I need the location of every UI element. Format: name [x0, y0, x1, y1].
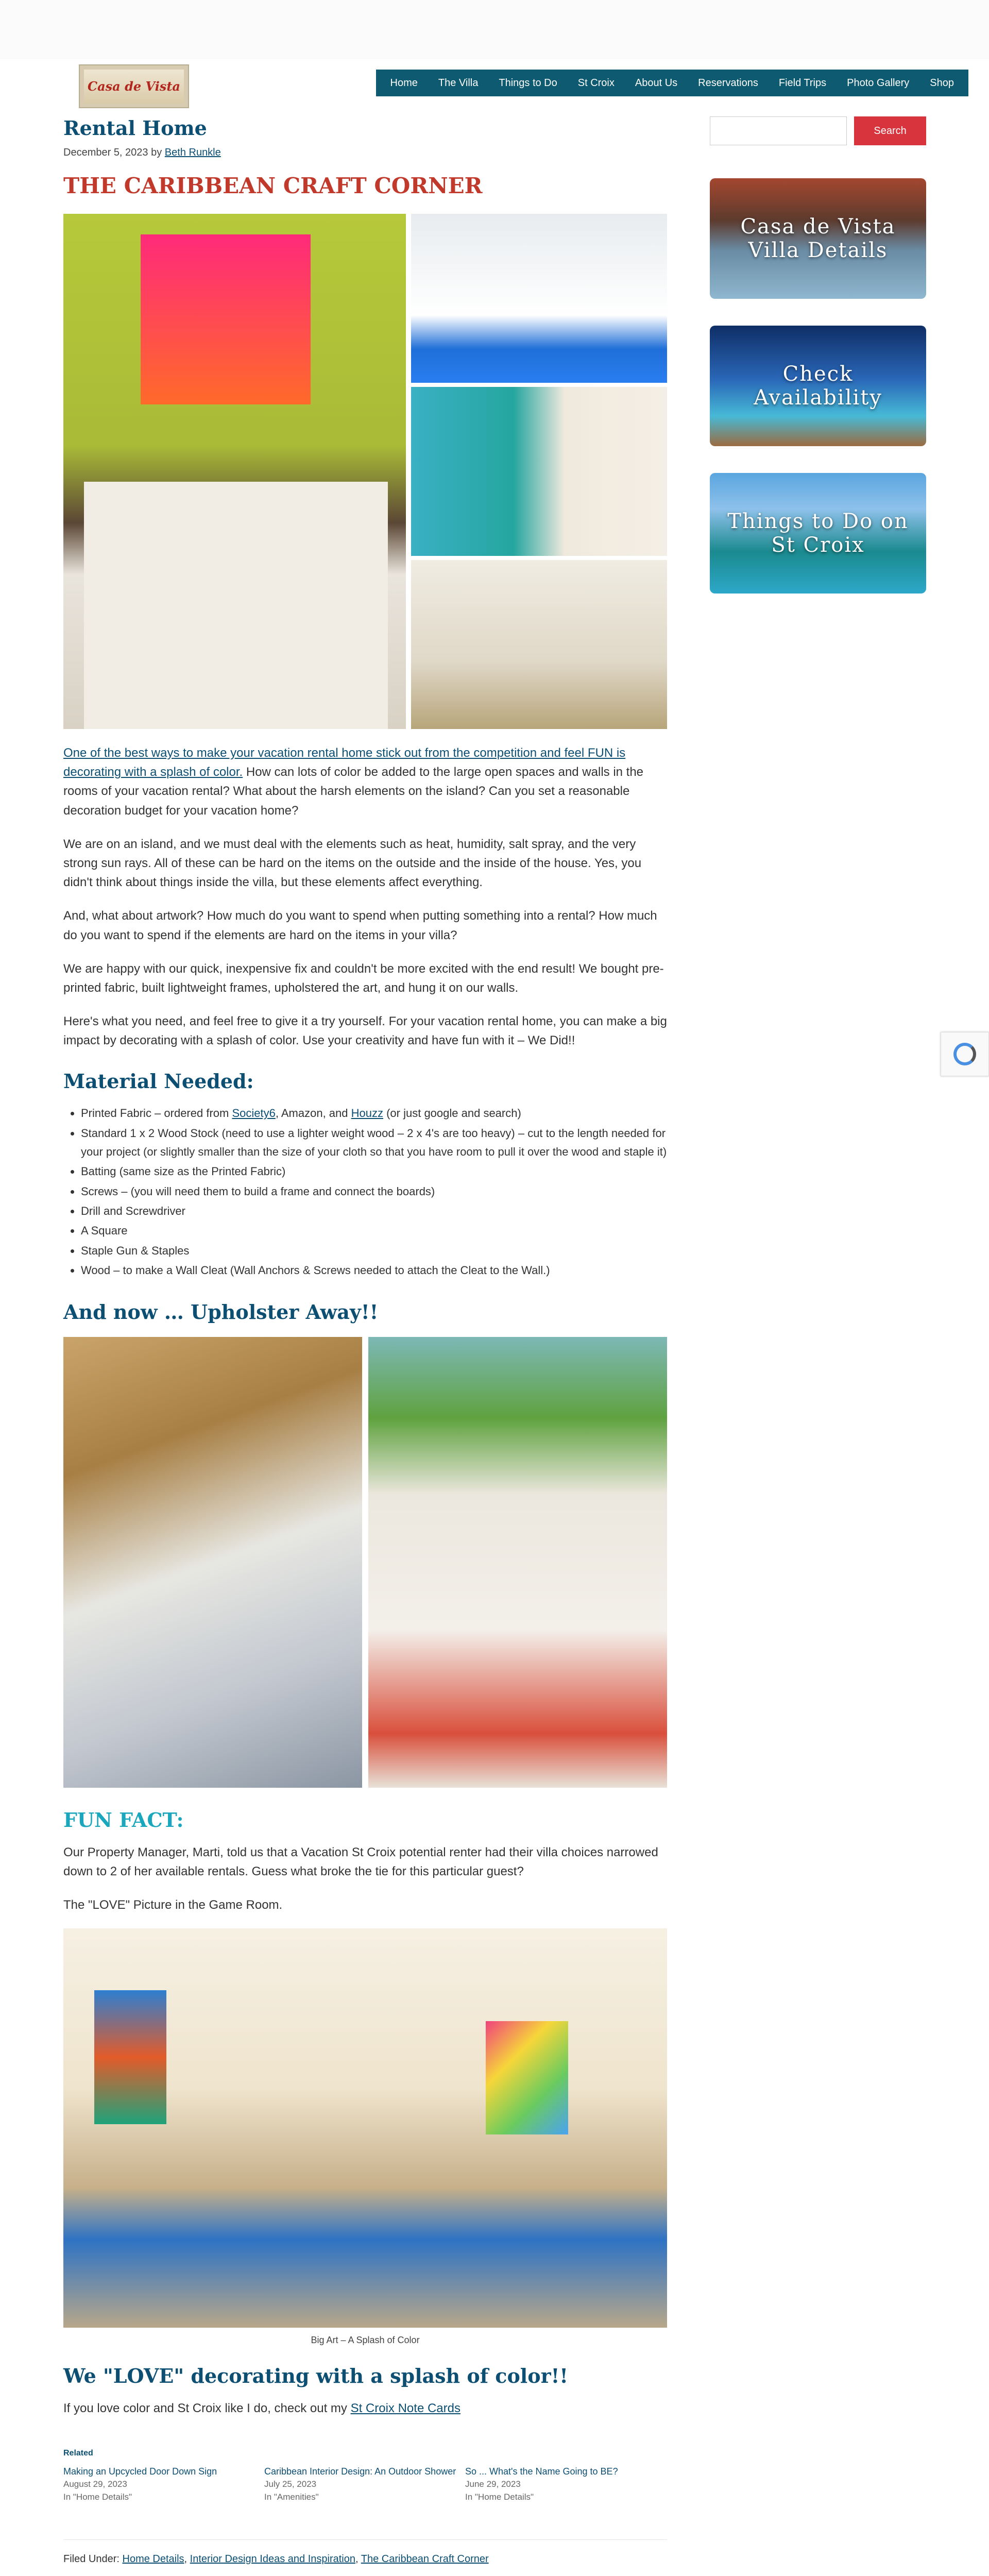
related-date: August 29, 2023 — [63, 2479, 127, 2489]
houzz-link[interactable]: Houzz — [351, 1107, 383, 1120]
recaptcha-icon — [953, 1043, 976, 1065]
nav-st-croix[interactable]: St Croix — [577, 77, 615, 89]
top-spacer — [0, 0, 989, 59]
list-item: • Wood – to make a Wall Cleat (Wall Anchors & Screws needed to attach the Cleat to the Wall.) — [81, 1261, 667, 1280]
nav-photo-gallery[interactable]: Photo Gallery — [847, 77, 910, 89]
game-room-photo[interactable] — [411, 214, 667, 383]
card-title: Casa de Vista Villa Details — [740, 215, 896, 262]
post-meta — [63, 147, 667, 159]
palm-mural-photo[interactable] — [411, 560, 667, 729]
m1-post: (or just google and search) — [383, 1107, 521, 1120]
m1-mid: , Amazon, and — [275, 1107, 351, 1120]
list-item: • Drill and Screwdriver — [81, 1202, 667, 1221]
nav-things-to-do[interactable]: Things to Do — [499, 77, 557, 89]
related-link[interactable]: Caribbean Interior Design: An Outdoor Shower — [264, 2466, 456, 2477]
post-date: December 5, 2023 — [63, 147, 148, 158]
intro-link[interactable]: One of the best ways to make your vacation rental home stick out from the competition and feel FUN is decorating with a splash of color. — [63, 746, 626, 779]
bedroom-photo[interactable] — [63, 214, 406, 729]
paragraph-fix: We are happy with our quick, inexpensive fix and couldn't be more excited with the end result! We bought pre-printed fabric, built lightweight frames, upholstered the art, and hung it on our walls. — [63, 961, 664, 995]
related-category: In "Amenities" — [264, 2492, 319, 2502]
related-row — [63, 2465, 667, 2503]
site-header — [0, 59, 989, 113]
upholster-heading: And now … Upholster Away!! — [63, 1300, 379, 1324]
nav-shop[interactable]: Shop — [930, 77, 954, 89]
search-input[interactable] — [710, 116, 847, 145]
related-category: In "Home Details" — [465, 2492, 534, 2502]
closing-heading: We "LOVE" decorating with a splash of color!! — [63, 2364, 568, 2387]
m1-pre: Printed Fabric – ordered from — [81, 1107, 232, 1120]
fabric-frame-photo[interactable] — [368, 1337, 667, 1788]
things-to-do-card[interactable] — [710, 473, 926, 594]
love-art — [486, 2021, 568, 2134]
funfact-heading: FUN FACT: — [63, 1808, 184, 1832]
photo-gallery — [63, 214, 667, 729]
canvas-art — [141, 234, 311, 404]
filed-link-interior-design[interactable]: Interior Design Ideas and Inspiration — [190, 2553, 355, 2565]
list-item: • A Square — [81, 1222, 667, 1240]
search-button[interactable]: Search — [854, 116, 926, 145]
related-item — [264, 2465, 465, 2503]
filed-under: Filed Under: Home Details, Interior Design Ideas and Inspiration, The Caribbean Craft Corner — [63, 2539, 667, 2565]
post-content — [63, 116, 667, 2565]
related-category: In "Home Details" — [63, 2492, 132, 2502]
logo-text: Casa de Vista — [88, 79, 180, 94]
filed-label: Filed Under: — [63, 2553, 123, 2565]
bed — [84, 482, 388, 729]
post-author-link[interactable]: Beth Runkle — [164, 147, 221, 158]
villa-details-card[interactable] — [710, 178, 926, 299]
recaptcha-badge[interactable] — [941, 1032, 989, 1076]
society6-link[interactable]: Society6 — [232, 1107, 276, 1120]
check-availability-card[interactable] — [710, 326, 926, 446]
nav-home[interactable]: Home — [390, 77, 418, 89]
related-item — [63, 2465, 264, 2503]
search-form — [710, 116, 926, 145]
funfact-paragraph: Our Property Manager, Marti, told us that a Vacation St Croix potential renter had their villa choices narrowed down to 2 of her available rentals. Guess what broke the tie for this particular guest? — [63, 1845, 658, 1879]
upholster-photos — [63, 1337, 667, 1788]
site-logo[interactable] — [79, 64, 189, 108]
related-date: June 29, 2023 — [465, 2479, 521, 2489]
related-item — [465, 2465, 666, 2503]
materials-heading: Material Needed: — [63, 1070, 254, 1093]
sidebar — [710, 116, 926, 594]
list-item: • Screws – (you will need them to build a frame and connect the boards) — [81, 1182, 667, 1201]
paragraph-artwork: And, what about artwork? How much do you want to spend when putting something into a rental? How much do you want to spend if the elements are hard on the items in your villa? — [63, 909, 657, 942]
closing-pre: If you love color and St Croix like I do, check out my — [63, 2401, 351, 2415]
post-title: Rental Home — [63, 116, 207, 140]
list-item: • Batting (same size as the Printed Fabric) — [81, 1162, 667, 1181]
note-cards-link[interactable]: St Croix Note Cards — [350, 2401, 461, 2415]
photo-caption: Big Art – A Splash of Color — [311, 2334, 420, 2345]
related-date: July 25, 2023 — [264, 2479, 317, 2489]
nav-reservations[interactable]: Reservations — [698, 77, 758, 89]
related-posts — [63, 2449, 667, 2503]
game-room-big-photo[interactable] — [63, 1928, 667, 2328]
intro-paragraph — [63, 743, 667, 820]
card-title: Things to Do on St Croix — [727, 510, 909, 557]
paragraph-elements: We are on an island, and we must deal with the elements such as heat, humidity, salt spray, and the very strong sun rays. All of these can be hard on the items on the outside and the inside of the house. Yes, you didn't think about things inside the villa, but these elements affect everything. — [63, 837, 642, 890]
drill-frame-photo[interactable] — [63, 1337, 362, 1788]
turtle-art — [94, 1990, 166, 2124]
related-link[interactable]: So ... What's the Name Going to BE? — [465, 2466, 618, 2477]
nav-field-trips[interactable]: Field Trips — [778, 77, 827, 89]
list-item: • Staple Gun & Staples — [81, 1242, 667, 1260]
related-title: Related — [63, 2448, 93, 2458]
filed-link-craft-corner[interactable]: The Caribbean Craft Corner — [361, 2553, 489, 2565]
filed-link-home-details[interactable]: Home Details — [122, 2553, 184, 2565]
love-paragraph: The "LOVE" Picture in the Game Room. — [63, 1898, 283, 1912]
logo-plate — [84, 70, 184, 104]
card-title: Check Availability — [754, 362, 882, 410]
paragraph-need: Here's what you need, and feel free to give it a try yourself. For your vacation rental home, you can make a big impact by decorating with a splash of color. Use your creativity and have fun with it – We Did!! — [63, 1014, 667, 1048]
list-item: • Standard 1 x 2 Wood Stock (need to use a lighter weight wood – 2 x 4's are too heavy) – cut to the length needed for your project (or slightly smaller than the size of your cloth so that you have room to pull it over the wood and staple it) — [81, 1124, 667, 1162]
nav-the-villa[interactable]: The Villa — [438, 77, 479, 89]
turtle-art-photo[interactable] — [411, 387, 667, 556]
closing-paragraph — [63, 2399, 667, 2418]
main-nav — [376, 70, 968, 96]
list-item — [81, 1104, 667, 1123]
post-by: by — [151, 147, 162, 158]
intro-rest: How can lots of color be added to the large open spaces and walls in the rooms of your vacation rental? What about the harsh elements on the island? Can you set a reasonable decoration budget for your vacation home? — [63, 765, 644, 818]
section-title: THE CARIBBEAN CRAFT CORNER — [63, 173, 483, 198]
materials-list — [63, 1104, 667, 1280]
nav-about-us[interactable]: About Us — [635, 77, 678, 89]
related-link[interactable]: Making an Upcycled Door Down Sign — [63, 2466, 217, 2477]
